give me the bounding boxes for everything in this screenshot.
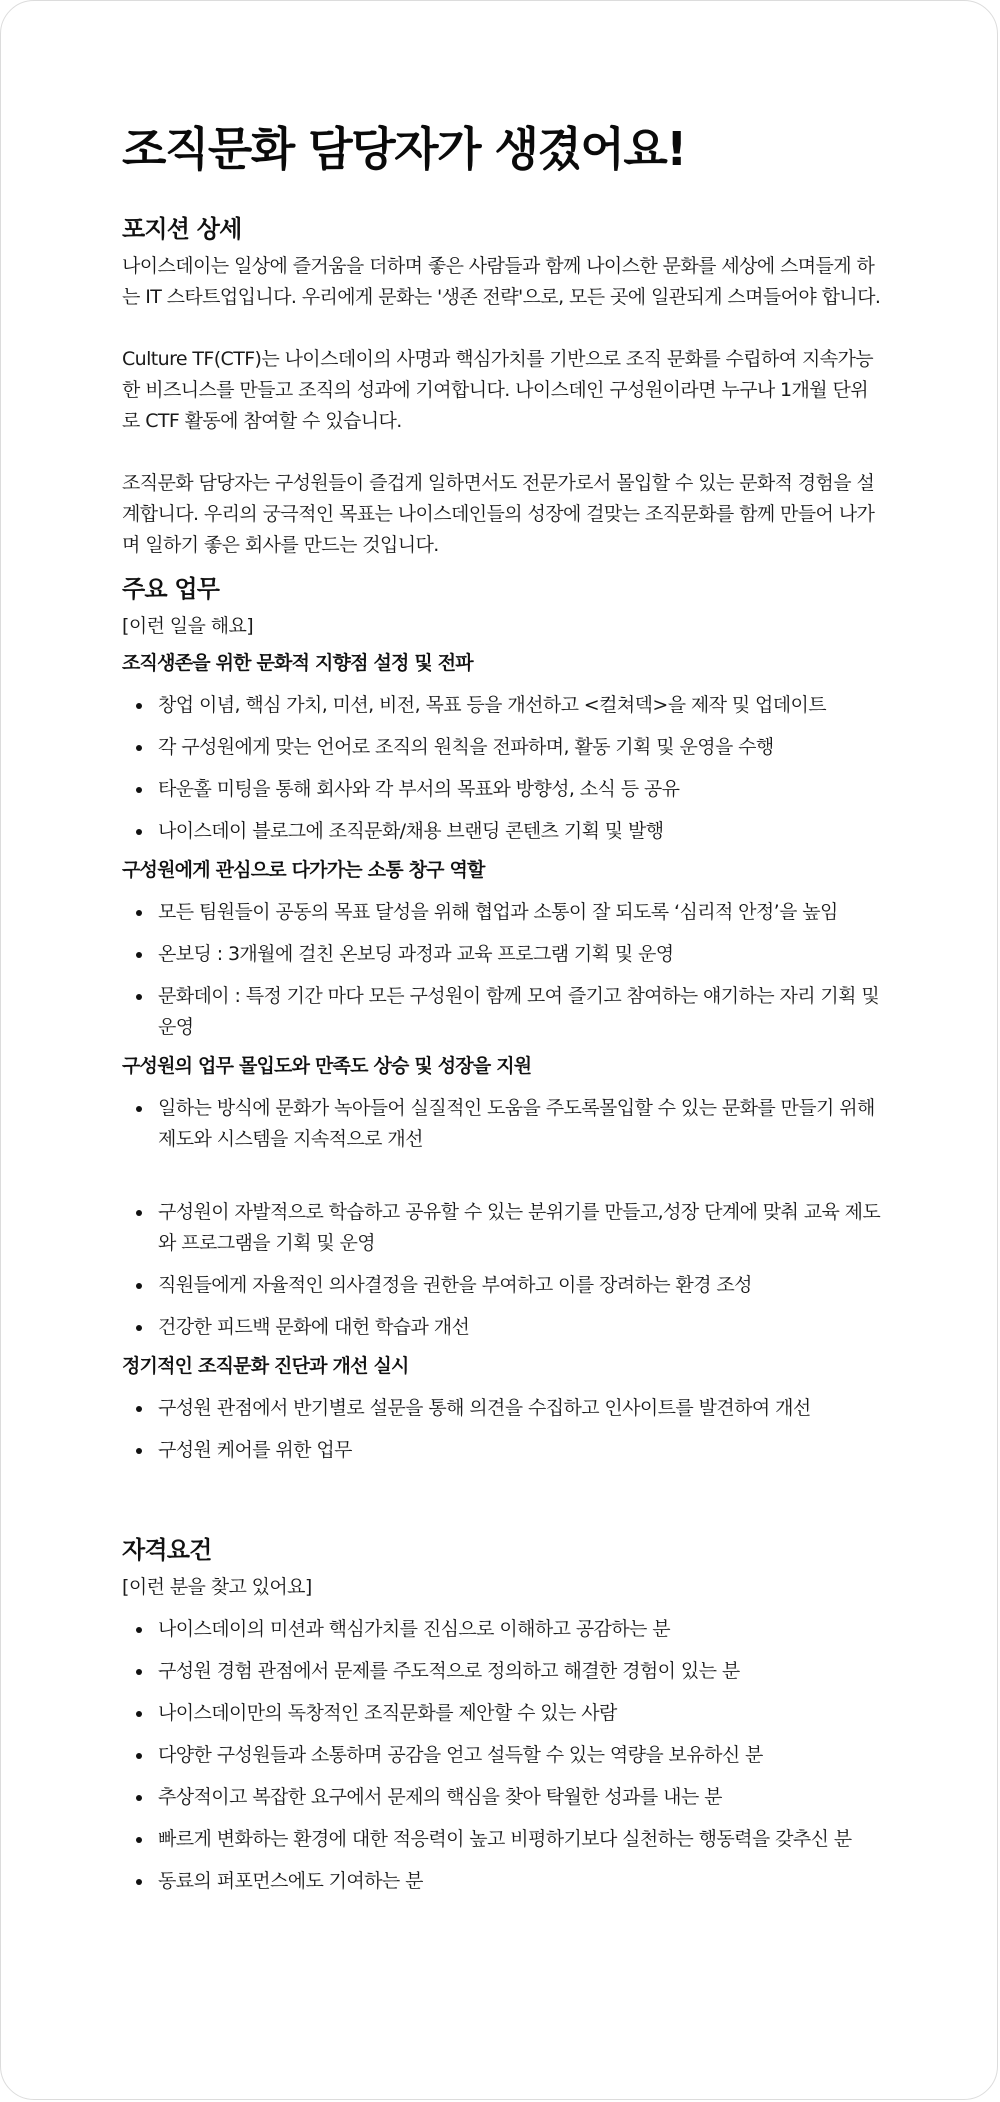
qualification-list [122,1614,882,1897]
duty-group-title: 정기적인 조직문화 진단과 개선 실시 [122,1355,409,1377]
bullet-icon [136,1795,142,1801]
list-item [122,774,882,805]
list-item [122,1866,882,1897]
bullet-icon [136,703,142,709]
paragraph: Culture TF(CTF)는 나이스데이의 사명과 핵심가치를 기반으로 조직 문화를 수립하여 지속가능한 비즈니스를 만들고 조직의 성과에 기여합니다. 나이스데인 구성원이라면 누구나 1개월 단위로 CTF 활동에 참여할 수 있습니다. [122,348,874,432]
list-item-text: 나이스데이 블로그에 조직문화/채용 브랜딩 콘텐츠 기획 및 발행 [158,820,664,842]
list-item-text: 빠르게 변화하는 환경에 대한 적응력이 높고 비평하기보다 실천하는 행동력을 갖추신 분 [158,1828,852,1850]
page-title: 조직문화 담당자가 생겼어요! [122,122,686,176]
list-item-text: 타운홀 미팅을 통해 회사와 각 부서의 목표와 방향성, 소식 등 공유 [158,778,680,800]
list-item-text: 구성원 관점에서 반기별로 설문을 통해 의견을 수집하고 인사이트를 발견하여 개선 [158,1397,811,1419]
section-heading: 자격요건 [122,1536,212,1564]
paragraph: 나이스데이는 일상에 즐거움을 더하며 좋은 사람들과 함께 나이스한 문화를 세상에 스며들게 하는 IT 스타트업입니다. 우리에게 문화는 '생존 전략'으로, 모든 곳에 일관되게 스며들어야 합니다. [122,255,881,308]
section-heading: 포지션 상세 [122,215,242,243]
list-item [122,1312,882,1343]
section-heading: 주요 업무 [122,575,220,603]
duty-list [122,690,882,847]
job-post-content [122,113,882,1897]
duty-list [122,1093,882,1343]
duty-group-title: 구성원에게 관심으로 다가가는 소통 창구 역할 [122,859,485,881]
section-subtitle: [이런 분을 찾고 있어요] [122,1576,312,1598]
bullet-icon [136,787,142,793]
bullet-icon [136,1879,142,1885]
list-item [122,1740,882,1771]
list-item-text: 나이스데이만의 독창적인 조직문화를 제안할 수 있는 사람 [158,1702,617,1724]
duty-group-title: 조직생존을 위한 문화적 지향점 설정 및 전파 [122,652,473,674]
bullet-icon [136,1283,142,1289]
list-item [122,1656,882,1687]
bullet-icon [136,1837,142,1843]
list-item-text: 추상적이고 복잡한 요구에서 문제의 핵심을 찾아 탁월한 성과를 내는 분 [158,1786,722,1808]
paragraph: 조직문화 담당자는 구성원들이 즐겁게 일하면서도 전문가로서 몰입할 수 있는 문화적 경험을 설계합니다. 우리의 궁극적인 목표는 나이스데인들의 성장에 걸맞는 조직문화를 함께 만들어 나가며 일하기 좋은 회사를 만드는 것입니다. [122,472,875,556]
bullet-icon [136,910,142,916]
bullet-icon [136,1448,142,1454]
list-item [122,690,882,721]
bullet-icon [136,994,142,1000]
list-item-text: 구성원 케어를 위한 업무 [158,1439,352,1461]
bullet-icon [136,1753,142,1759]
list-item-text: 나이스데이의 미션과 핵심가치를 진심으로 이해하고 공감하는 분 [158,1618,670,1640]
list-item [122,1824,882,1855]
list-item-text: 창업 이념, 핵심 가치, 미션, 비전, 목표 등을 개선하고 <컬쳐덱>을 제작 및 업데이트 [158,694,827,716]
duty-group [122,1351,882,1466]
list-item [122,1435,882,1466]
list-item [122,732,882,763]
list-item [122,1197,882,1259]
list-item-text: 온보딩 : 3개월에 걸친 온보딩 과정과 교육 프로그램 기획 및 운영 [158,943,674,965]
duty-group [122,1051,882,1343]
list-item [122,981,882,1043]
bullet-icon [136,1669,142,1675]
section-subtitle: [이런 일을 해요] [122,615,254,637]
list-item-text: 모든 팀원들이 공동의 목표 달성을 위해 협업과 소통이 잘 되도록 ‘심리적 안정’을 높임 [158,901,838,923]
list-item-text: 각 구성원에게 맞는 언어로 조직의 원칙을 전파하며, 활동 기획 및 운영을 수행 [158,736,774,758]
main-duties-section [122,571,882,1466]
duty-group-title: 구성원의 업무 몰입도와 만족도 상승 및 성장을 지원 [122,1055,532,1077]
duty-group [122,855,882,1043]
list-item [122,1782,882,1813]
list-item-text: 구성원 경험 관점에서 문제를 주도적으로 정의하고 해결한 경험이 있는 분 [158,1660,740,1682]
position-detail-section [122,211,882,561]
bullet-icon [136,745,142,751]
bullet-icon [136,1325,142,1331]
list-item-text: 구성원이 자발적으로 학습하고 공유할 수 있는 분위기를 만들고,성장 단계에 맞춰 교육 제도와 프로그램을 기획 및 운영 [158,1201,881,1254]
list-item [122,1614,882,1645]
bullet-icon [136,1711,142,1717]
bullet-icon [136,1627,142,1633]
duty-list [122,897,882,1043]
list-item-text: 다양한 구성원들과 소통하며 공감을 얻고 설득할 수 있는 역량을 보유하신 분 [158,1744,763,1766]
qualifications-section [122,1532,882,1897]
list-item [122,1093,882,1155]
list-item [122,816,882,847]
bullet-icon [136,1210,142,1216]
list-item [122,1270,882,1301]
list-item-text: 동료의 퍼포먼스에도 기여하는 분 [158,1870,423,1892]
duty-group [122,648,882,847]
bullet-icon [136,1106,142,1112]
list-item-text: 건강한 피드백 문화에 대헌 학습과 개선 [158,1316,470,1338]
list-item-text: 일하는 방식에 문화가 녹아들어 실질적인 도움을 주도록몰입할 수 있는 문화를 만들기 위해 제도와 시스템을 지속적으로 개선 [158,1097,875,1150]
list-item-text: 문화데이 : 특정 기간 마다 모든 구성원이 함께 모여 즐기고 참여하는 얘기하는 자리 기획 및 운영 [158,985,880,1038]
list-item [122,939,882,970]
bullet-icon [136,1406,142,1412]
list-item [122,1698,882,1729]
bullet-icon [136,829,142,835]
list-item [122,1393,882,1424]
duty-list [122,1393,882,1466]
list-item [122,897,882,928]
list-item-text: 직원들에게 자율적인 의사결정을 권한을 부여하고 이를 장려하는 환경 조성 [158,1274,752,1296]
bullet-icon [136,952,142,958]
